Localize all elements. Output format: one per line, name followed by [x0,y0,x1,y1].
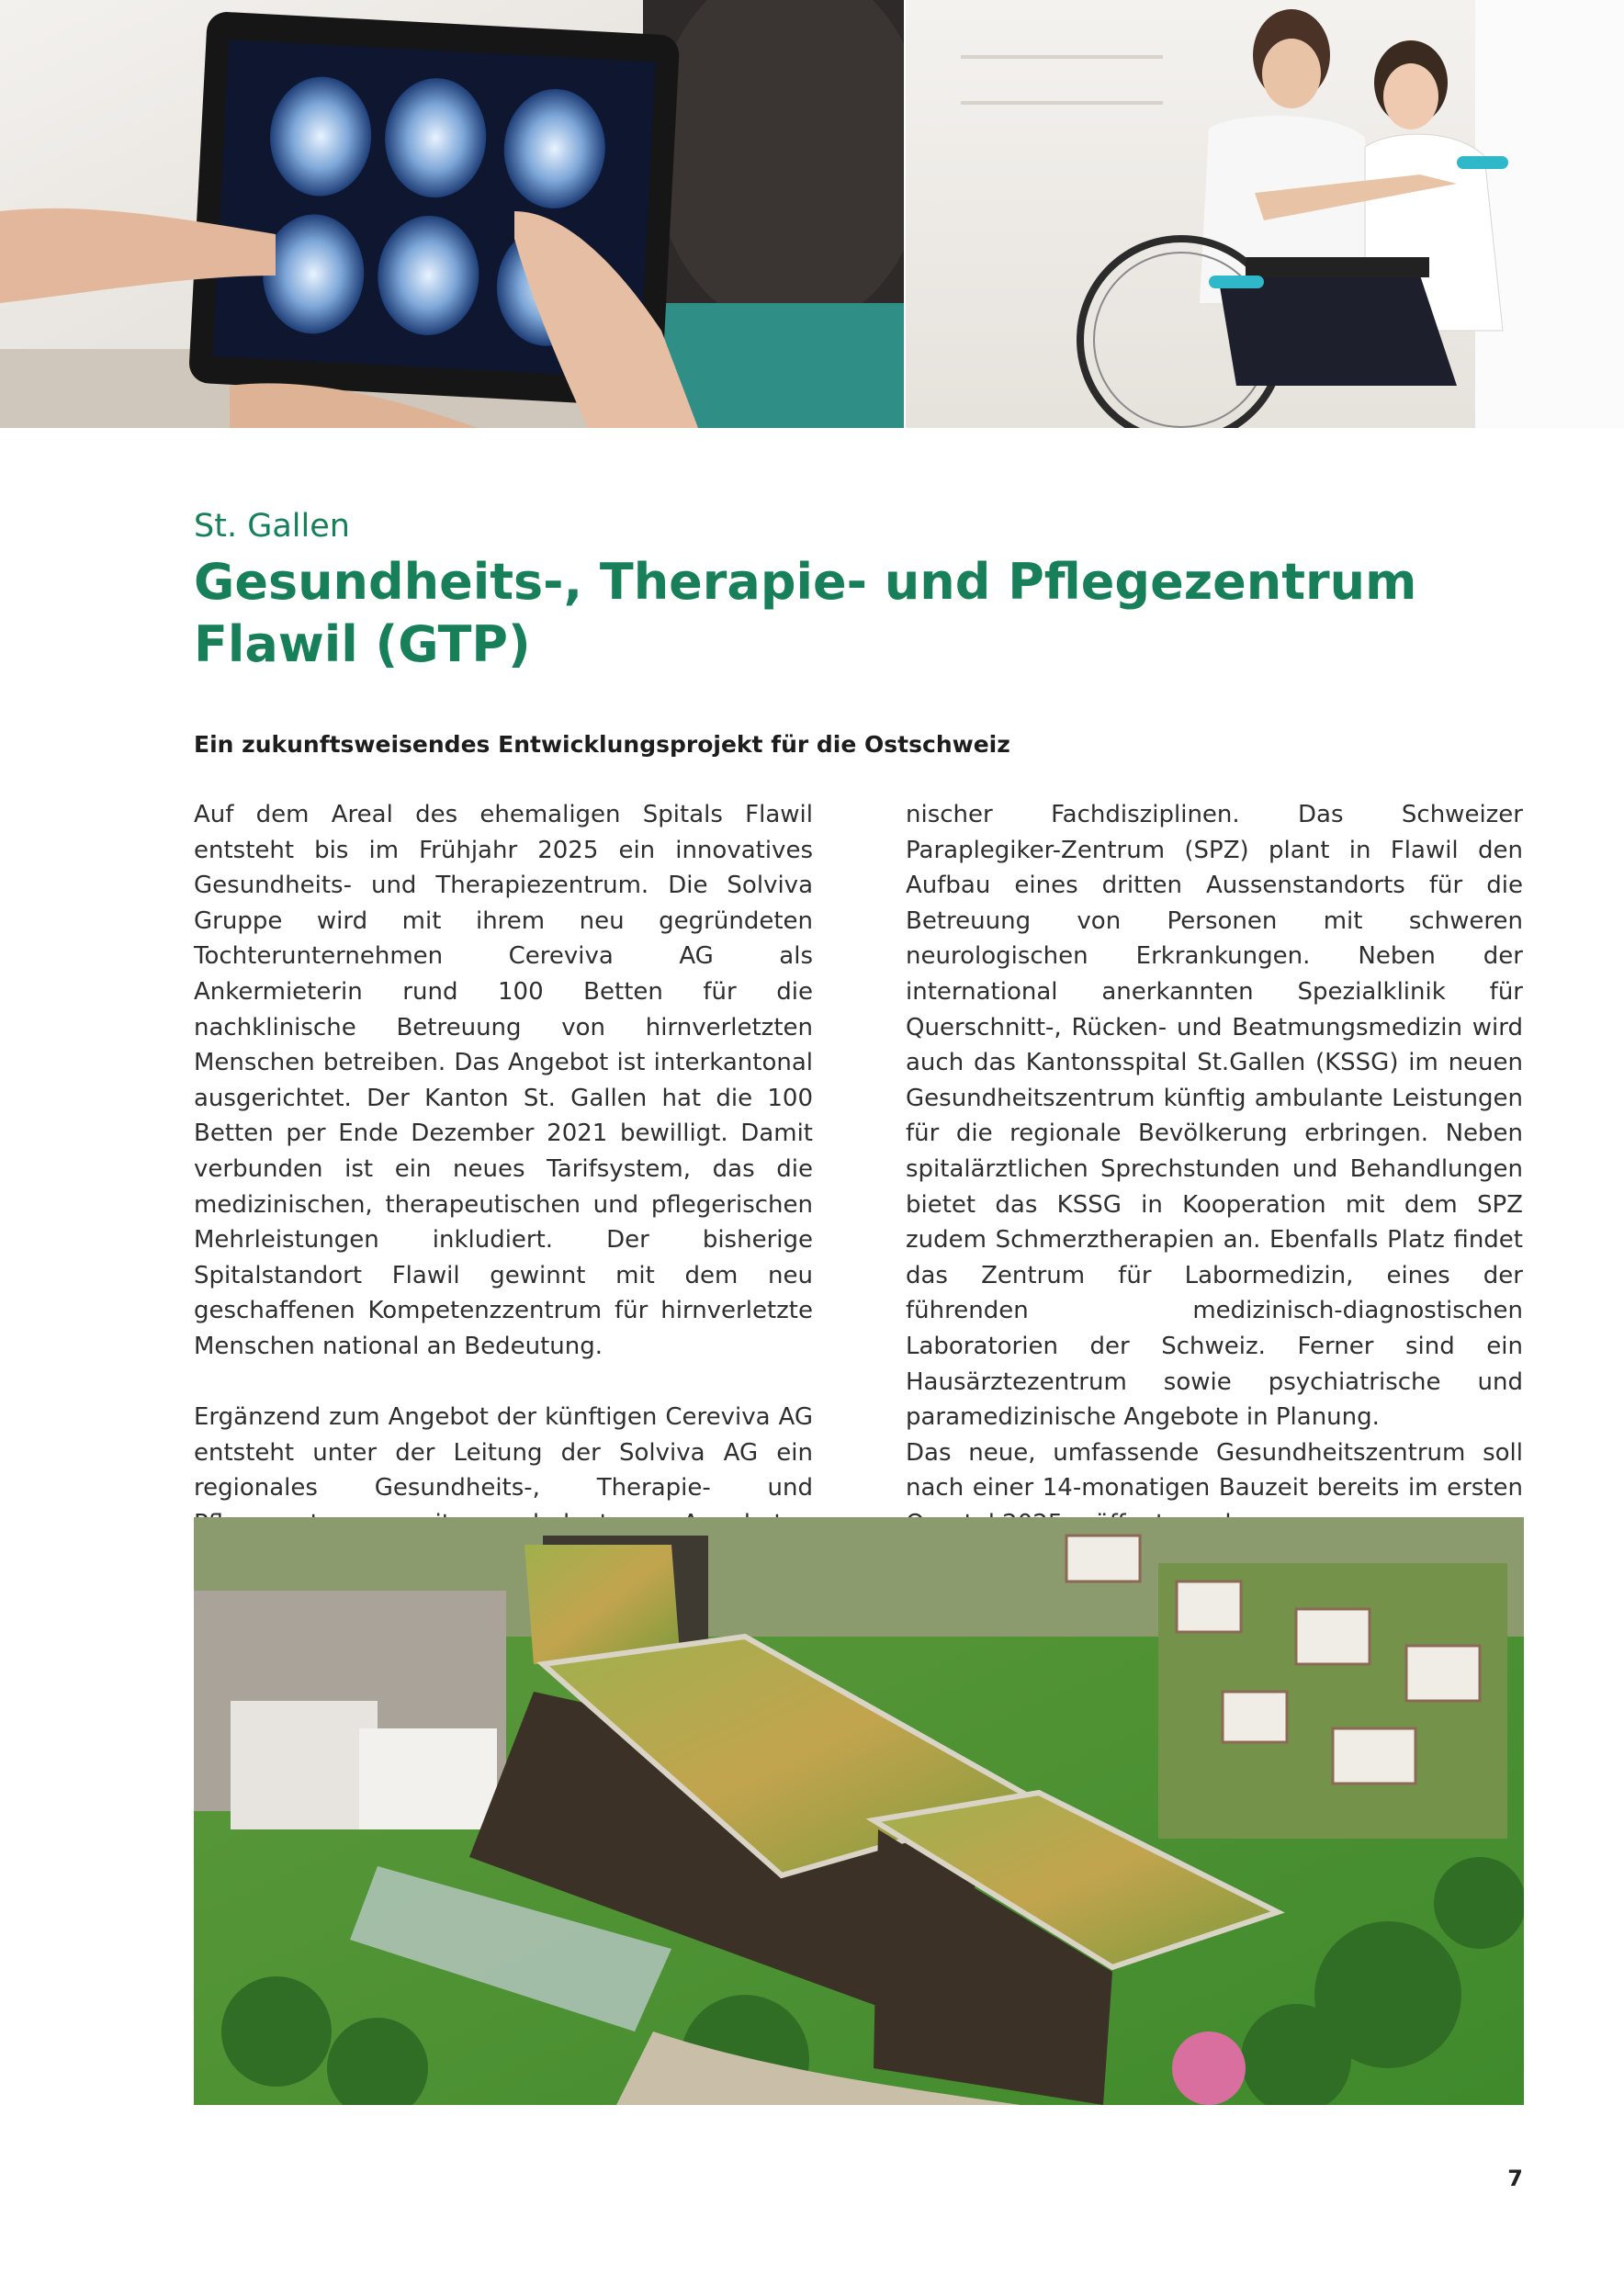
wheelchair-therapy-photo [906,0,1624,428]
paragraph: Ergänzend zum Angebot der künftigen Cereviva AG entsteht unter der Leitung der Solviva AG ein regionales Gesundheits-, Therapie- und [194,1403,813,1503]
paragraph: Das neue, umfassende Gesundheitszentrum soll nach einer 14-monatigen Bauzeit bereits im ersten [906,1438,1523,1503]
brain-scan-tablet-photo [0,0,904,428]
region-kicker: St. Gallen [194,508,350,545]
paragraph: nischer Fachdisziplinen. Das Schweizer Paraplegiker-Zentrum (SPZ) plant in Flawil den Aufbau eines dritten Aussenstandorts für die Betreuung von Personen mit schweren neurologischen Erkrankungen. Neben der international anerkannten Spezialklinik für Querschnitt-, Rücken- und Beatmungsmedizin wird auch das Kantonsspital St.Gallen (KSSG) im neuen Gesundheitszentrum künftig ambulante Leistungen für die regionale Bevölkerung erbringen. Neben spitalärztlichen Sprechstunden und Behandlungen bietet das KSSG in Kooperation mit dem SPZ zudem Schmerztherapien an. Ebenfalls Platz findet das Zentrum für Labormedizin, eines der führenden medizinisch-diagnostischen Laboratorien der Schweiz. Ferner sind ein Hausärztezentrum sowie psychiatrische und paramedizinische Angebote in Planung. [906,801,1523,1432]
page-number: 7 [1507,2166,1523,2191]
subtitle: Ein zukunftsweisendes Entwicklungsprojekt für die Ostschweiz [194,731,1010,758]
text-column-right [906,797,1523,1541]
text-column-left [194,797,813,1577]
page-title: Gesundheits-, Therapie- und Pflegezentrum Flawil (GTP) [194,553,1417,673]
aerial-building-rendering [194,1517,1524,2105]
paragraph: Auf dem Areal des ehemaligen Spitals Flawil entsteht bis im Frühjahr 2025 ein innovatives Gesundheits- und Therapiezentrum. Die Solviva Gruppe wird mit ihrem neu gegründeten Tochterunternehmen Cereviva AG als Ankermieterin rund 100 Betten für die nachklinische Betreuung von hirnverletzten Menschen betreiben. Das Angebot ist interkantonal ausgerichtet. Der Kanton St. Gallen hat die 100 Betten per Ende Dezember 2021 bewilligt. Damit verbunden ist ein neues Tarifsystem, das die medizinischen, therapeutischen und pflegerischen Mehrleistungen inkludiert. Der bisherige Spitalstandort Flawil gewinnt mit dem neu geschaffenen Kompetenzzentrum für hirnverletzte Menschen national an Bedeutung. [194,801,813,1360]
